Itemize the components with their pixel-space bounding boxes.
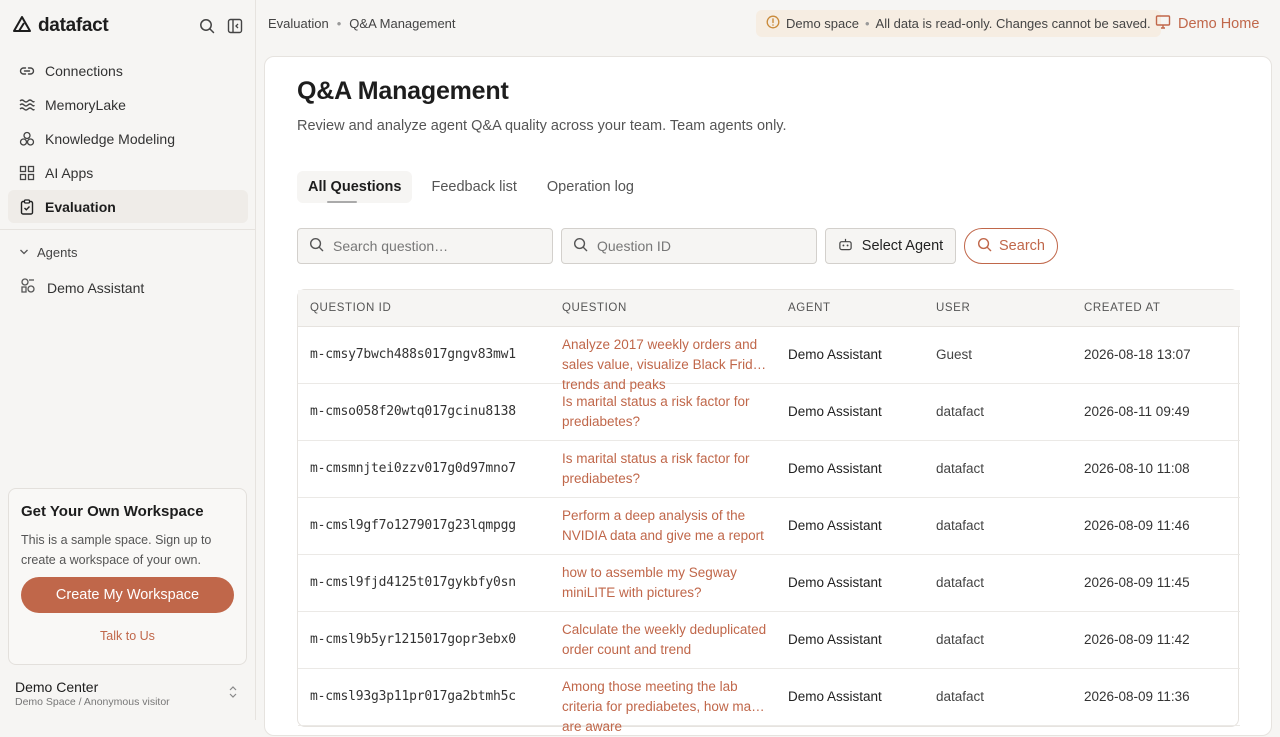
question-cell[interactable] xyxy=(550,326,776,392)
search-question-input[interactable] xyxy=(333,238,533,254)
question-link[interactable]: Is marital status a risk factor for prediabetes? xyxy=(562,450,750,486)
notice-label: Demo space xyxy=(786,16,859,31)
chevron-updown-icon xyxy=(228,685,238,704)
agent-label: Demo Assistant xyxy=(47,279,145,296)
question-link[interactable]: Analyze 2017 weekly orders and sales value, visualize Black Friday trends and peaks xyxy=(562,336,767,392)
nav-label: Knowledge Modeling xyxy=(45,130,175,147)
create-workspace-button[interactable]: Create My Workspace xyxy=(21,577,234,613)
monitor-icon xyxy=(1155,14,1171,34)
nav-label: MemoryLake xyxy=(45,96,126,113)
agent-cell: Demo Assistant xyxy=(776,497,924,554)
created-at-cell: 2026-08-09 11:42 xyxy=(1072,611,1240,668)
question-id-cell: m-cmso058f20wtq017gcinu8138 xyxy=(298,383,550,440)
page-description: Review and analyze agent Q&A quality across your team. Team agents only. xyxy=(297,118,787,134)
nav-item-knowledge-modeling[interactable] xyxy=(8,122,248,155)
table-header-row xyxy=(298,290,1240,326)
breadcrumb xyxy=(268,16,456,31)
question-link[interactable]: Is marital status a risk factor for prediabetes? xyxy=(562,393,750,429)
nav-item-evaluation[interactable] xyxy=(8,190,248,223)
created-at-cell: 2026-08-09 11:36 xyxy=(1072,668,1240,725)
question-link[interactable]: how to assemble my Segway miniLITE with pictures? xyxy=(562,564,737,600)
user-cell: datafact xyxy=(924,440,1072,497)
sidebar-divider xyxy=(0,229,255,230)
select-agent-label: Select Agent xyxy=(861,238,944,254)
talk-to-us-link[interactable]: Talk to Us xyxy=(100,629,155,643)
created-at-cell: 2026-08-18 13:07 xyxy=(1072,326,1240,383)
notice-text: All data is read-only. Changes cannot be saved. xyxy=(875,16,1151,31)
workspace-subtitle: Demo Space / Anonymous visitor xyxy=(15,696,170,708)
created-at-cell: 2026-08-09 11:46 xyxy=(1072,497,1240,554)
user-cell: datafact xyxy=(924,554,1072,611)
notice-separator: • xyxy=(864,16,870,31)
info-icon xyxy=(766,15,780,32)
user-cell: Guest xyxy=(924,326,1072,383)
cubes-icon xyxy=(19,131,35,147)
question-id-input[interactable] xyxy=(597,238,797,254)
clipboard-check-icon xyxy=(19,199,35,215)
questions-table xyxy=(297,289,1239,734)
breadcrumb-item-current: Q&A Management xyxy=(349,16,456,31)
question-id-cell: m-cmsy7bwch488s017gngv83mw1 xyxy=(298,326,550,383)
search-icon[interactable] xyxy=(198,17,216,35)
brand-name: datafact xyxy=(38,15,109,36)
agent-cell: Demo Assistant xyxy=(776,554,924,611)
user-cell: datafact xyxy=(924,497,1072,554)
robot-icon xyxy=(838,237,853,256)
table-row[interactable] xyxy=(298,326,1240,383)
search-button-label: Search xyxy=(999,238,1045,254)
breadcrumb-item-evaluation[interactable]: Evaluation xyxy=(268,16,329,31)
logo-row xyxy=(12,14,244,38)
nav-label: AI Apps xyxy=(45,164,94,181)
nav-label: Connections xyxy=(45,62,123,79)
column-header-agent[interactable]: AGENT xyxy=(776,290,924,326)
demo-home-link[interactable] xyxy=(1155,14,1259,34)
breadcrumb-separator: • xyxy=(336,16,342,31)
question-cell[interactable] xyxy=(550,554,776,611)
question-cell[interactable] xyxy=(550,497,776,554)
search-icon xyxy=(573,237,588,255)
created-at-cell: 2026-08-09 11:45 xyxy=(1072,554,1240,611)
created-at-cell: 2026-08-10 11:08 xyxy=(1072,440,1240,497)
column-header-user[interactable]: USER xyxy=(924,290,1072,326)
filter-bar xyxy=(297,228,1058,265)
question-id-cell: m-cmsl93g3p11pr017ga2btmh5c xyxy=(298,668,550,725)
agent-icon xyxy=(19,277,37,298)
column-header-question[interactable]: QUESTION xyxy=(550,290,776,326)
tab-operation-log[interactable]: Operation log xyxy=(546,179,634,195)
promo-text: This is a sample space. Sign up to create a workspace of your own. xyxy=(21,533,212,567)
collapse-sidebar-icon[interactable] xyxy=(226,17,244,35)
demo-home-label: Demo Home xyxy=(1178,16,1260,32)
question-id-cell: m-cmsl9fjd4125t017gykbfy0sn xyxy=(298,554,550,611)
search-question-field[interactable] xyxy=(297,228,553,264)
agents-section-label: Agents xyxy=(37,245,78,260)
created-at-cell: 2026-08-11 09:49 xyxy=(1072,383,1240,440)
table-row[interactable] xyxy=(298,611,1240,668)
question-link[interactable]: Calculate the weekly deduplicated order count and trend xyxy=(562,621,767,657)
user-cell: datafact xyxy=(924,668,1072,725)
main-nav xyxy=(8,54,248,224)
question-cell[interactable] xyxy=(550,611,776,668)
waves-icon xyxy=(19,97,35,113)
tab-bar xyxy=(297,171,645,203)
agent-cell: Demo Assistant xyxy=(776,326,924,383)
sidebar xyxy=(0,0,256,720)
question-cell[interactable] xyxy=(550,383,776,440)
chevron-down-icon xyxy=(19,245,29,260)
agent-cell: Demo Assistant xyxy=(776,440,924,497)
question-cell[interactable] xyxy=(550,668,776,734)
table-row[interactable] xyxy=(298,497,1240,554)
promo-title: Get Your Own Workspace xyxy=(21,503,204,520)
logo[interactable] xyxy=(12,15,108,38)
agent-cell: Demo Assistant xyxy=(776,383,924,440)
question-id-cell: m-cmsl9b5yr1215017gopr3ebx0 xyxy=(298,611,550,668)
tab-all-questions[interactable]: All Questions xyxy=(297,171,412,203)
question-cell[interactable] xyxy=(550,440,776,497)
search-icon xyxy=(309,237,324,255)
nav-item-connections[interactable] xyxy=(8,54,248,87)
table-row[interactable] xyxy=(298,668,1240,725)
search-button[interactable] xyxy=(964,228,1058,264)
link-icon xyxy=(19,63,35,79)
demo-space-notice xyxy=(756,10,1161,37)
column-header-question-id[interactable]: QUESTION ID xyxy=(298,290,550,326)
grid-icon xyxy=(19,165,35,181)
question-id-cell: m-cmsl9gf7o1279017g23lqmpgg xyxy=(298,497,550,554)
nav-item-ai-apps[interactable] xyxy=(8,156,248,189)
search-icon xyxy=(977,237,992,256)
column-header-created-at[interactable]: CREATED AT xyxy=(1072,290,1240,326)
workspace-promo-card xyxy=(8,488,247,665)
table-row[interactable] xyxy=(298,440,1240,497)
workspace-name: Demo Center xyxy=(15,679,99,695)
question-link[interactable]: Among those meeting the lab criteria for prediabetes, how many are aware xyxy=(562,678,766,734)
logo-icon xyxy=(12,15,34,38)
question-link[interactable]: Perform a deep analysis of the NVIDIA data and give me a report xyxy=(562,507,764,543)
page-title: Q&A Management xyxy=(297,77,509,105)
main-panel xyxy=(264,56,1272,736)
agent-cell: Demo Assistant xyxy=(776,611,924,668)
agents-section-toggle[interactable] xyxy=(19,245,77,260)
nav-label: Evaluation xyxy=(45,198,116,215)
user-cell: datafact xyxy=(924,383,1072,440)
user-cell: datafact xyxy=(924,611,1072,668)
table-row[interactable] xyxy=(298,383,1240,440)
agent-item-demo-assistant[interactable] xyxy=(19,277,144,298)
select-agent-button[interactable] xyxy=(825,228,956,264)
tab-feedback-list[interactable]: Feedback list xyxy=(431,179,517,195)
top-bar xyxy=(256,0,1280,48)
nav-item-memorylake[interactable] xyxy=(8,88,248,121)
workspace-switcher[interactable] xyxy=(15,679,240,708)
question-id-field[interactable] xyxy=(561,228,817,264)
question-id-cell: m-cmsmnjtei0zzv017g0d97mno7 xyxy=(298,440,550,497)
agent-cell: Demo Assistant xyxy=(776,668,924,725)
table-row[interactable] xyxy=(298,554,1240,611)
